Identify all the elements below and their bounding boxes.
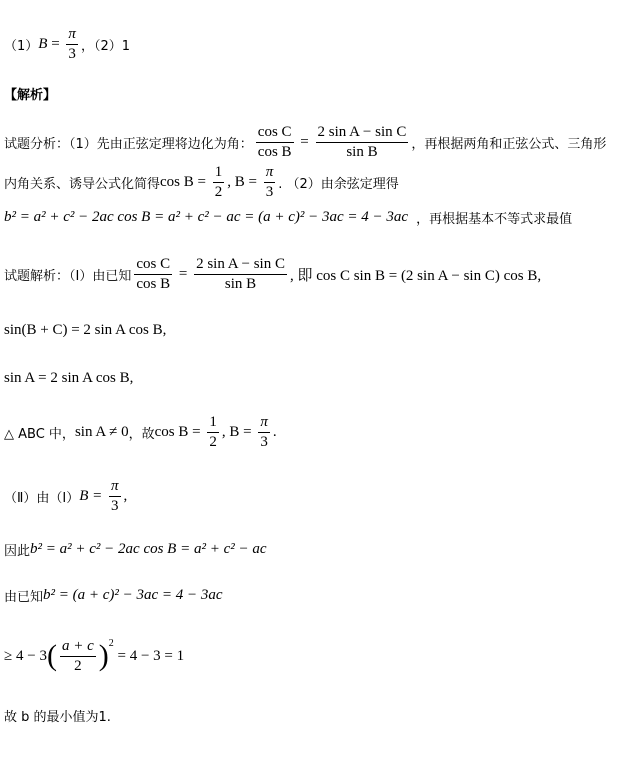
- analysis-pi-over-3: [264, 164, 276, 200]
- analysis-line-3: [4, 208, 572, 227]
- analysis-line-1: 试题分析：（1）先由正弦定理将边化为角： $\frac{\text{cos C}}{\text{cos B}}$ = $\frac{\text{2 sin A − sin C}}{\text{sin B}}$ ，再根据两角和正弦公式、三角形: [4, 124, 607, 160]
- triangle-period: .: [272, 423, 277, 440]
- analysis-frac-sin: [316, 124, 409, 160]
- solution-final: 故 b 的最小值为1.: [4, 710, 111, 725]
- triangle-prefix: △ ABC 中，: [4, 426, 75, 442]
- solution-triangle-line: [4, 414, 277, 450]
- analysis-sep: , B =: [227, 173, 261, 190]
- analysis-frac2-num: 2 sin A − sin C: [316, 124, 409, 143]
- solution-frac-cosC-cosB: [134, 256, 172, 292]
- known-lead: 由已知: [4, 590, 44, 605]
- answer-line: [4, 26, 130, 62]
- triangle-pi-over-3: [258, 414, 270, 450]
- analysis-heading: 【解析】: [4, 88, 57, 103]
- analysis-cosB: cos B =: [160, 173, 210, 190]
- triangle-one: 1: [207, 414, 219, 433]
- analysis-three: 3: [265, 183, 274, 200]
- analysis-line2-text: 内角关系、诱导公式化简得: [4, 176, 161, 192]
- triangle-cosB: cos B =: [154, 423, 205, 440]
- solution-known-line: [4, 586, 223, 605]
- solution-lead: 试题解析：（I）由已知: [4, 268, 132, 284]
- solution-frac1-den: cos B: [136, 275, 171, 292]
- solution-frac1-num: cos C: [134, 256, 172, 275]
- solution-eq3: sin A = 2 sin A cos B,: [4, 370, 134, 386]
- answer-part2: ，（2）1: [80, 38, 130, 54]
- solution-frac2-num: 2 sin A − sin C: [194, 256, 287, 275]
- ge-square: 2: [108, 638, 114, 649]
- answer-pi: π: [66, 26, 78, 45]
- analysis-two: 2: [214, 183, 223, 200]
- hence-math: b² = a² + c² − 2ac cos B = a² + c² − ac: [30, 541, 267, 557]
- analysis-frac1-num: cos C: [256, 124, 294, 143]
- solution-eq2: sin(B + C) = 2 sin A cos B,: [4, 322, 167, 338]
- solution-part2-line: [4, 478, 127, 514]
- triangle-pi: π: [258, 414, 270, 433]
- solution-frac-sin: [194, 256, 287, 292]
- analysis-one: 1: [213, 164, 225, 183]
- solution-ge-line: [4, 638, 184, 674]
- hence-lead: 因此: [4, 544, 31, 559]
- analysis-lead: 试题分析：（1）先由正弦定理将边化为角：: [4, 136, 253, 152]
- analysis-line-2: [4, 164, 399, 200]
- analysis-line2-tail: . （2）由余弦定理得: [278, 176, 399, 192]
- ge-right-paren: ): [98, 639, 109, 672]
- answer-b-var: B: [38, 35, 48, 52]
- triangle-three: 3: [260, 433, 268, 450]
- ge-num: a + c: [60, 638, 96, 657]
- solution-hence-line: [4, 540, 267, 559]
- answer-eq: =: [47, 35, 64, 52]
- ge-tail: = 4 − 3 = 1: [113, 647, 185, 664]
- part2-pi: π: [109, 478, 121, 497]
- ge-lead: ≥ 4 − 3: [4, 647, 47, 664]
- triangle-cond: sin A ≠ 0: [74, 423, 129, 440]
- triangle-half: [207, 414, 219, 450]
- ge-left-paren: (: [46, 639, 57, 672]
- part2-pi-over-3: [109, 478, 121, 514]
- triangle-two: 2: [209, 433, 217, 450]
- solution-frac2-den: sin B: [224, 275, 257, 292]
- analysis-after-frac: ，再根据两角和正弦公式、三角形: [411, 136, 607, 152]
- solution-after: , 即 cos C sin B = (2 sin A − sin C) cos B,: [289, 267, 542, 284]
- analysis-pi: π: [264, 164, 276, 183]
- ge-frac: [60, 638, 96, 674]
- part2-three: 3: [111, 497, 119, 514]
- analysis-line3-math: b² = a² + c² − 2ac cos B = a² + c² − ac = (a + c)² − 3ac = 4 − 3ac: [4, 209, 409, 225]
- analysis-half: [213, 164, 225, 200]
- ge-den: 2: [74, 657, 82, 674]
- part2-lead: （Ⅱ）由（I）: [4, 490, 80, 506]
- known-math: b² = (a + c)² − 3ac = 4 − 3ac: [43, 587, 223, 603]
- analysis-frac1-den: cos B: [257, 143, 292, 160]
- part2-comma: ,: [123, 487, 128, 504]
- analysis-frac2-den: sin B: [346, 143, 378, 160]
- analysis-line3-tail: ，再根据基本不等式求最值: [416, 212, 573, 227]
- solution-line-1: 试题解析：（I）由已知 $\frac{\text{cos C}}{\text{cos B}}$ = $\frac{\text{2 sin A − sin C}}{\text{sin B}}$ , 即 cos C sin B = (2 sin A − sin C) cos B,: [4, 256, 542, 292]
- answer-pi-over-3: [66, 26, 78, 62]
- analysis-frac-cosC-cosB: [256, 124, 294, 160]
- part2-B: B =: [79, 487, 107, 504]
- triangle-mid: ，故: [128, 426, 155, 442]
- answer-part1-label: （1）: [4, 38, 39, 54]
- answer-three: 3: [68, 45, 76, 62]
- triangle-sep: , B =: [221, 423, 256, 440]
